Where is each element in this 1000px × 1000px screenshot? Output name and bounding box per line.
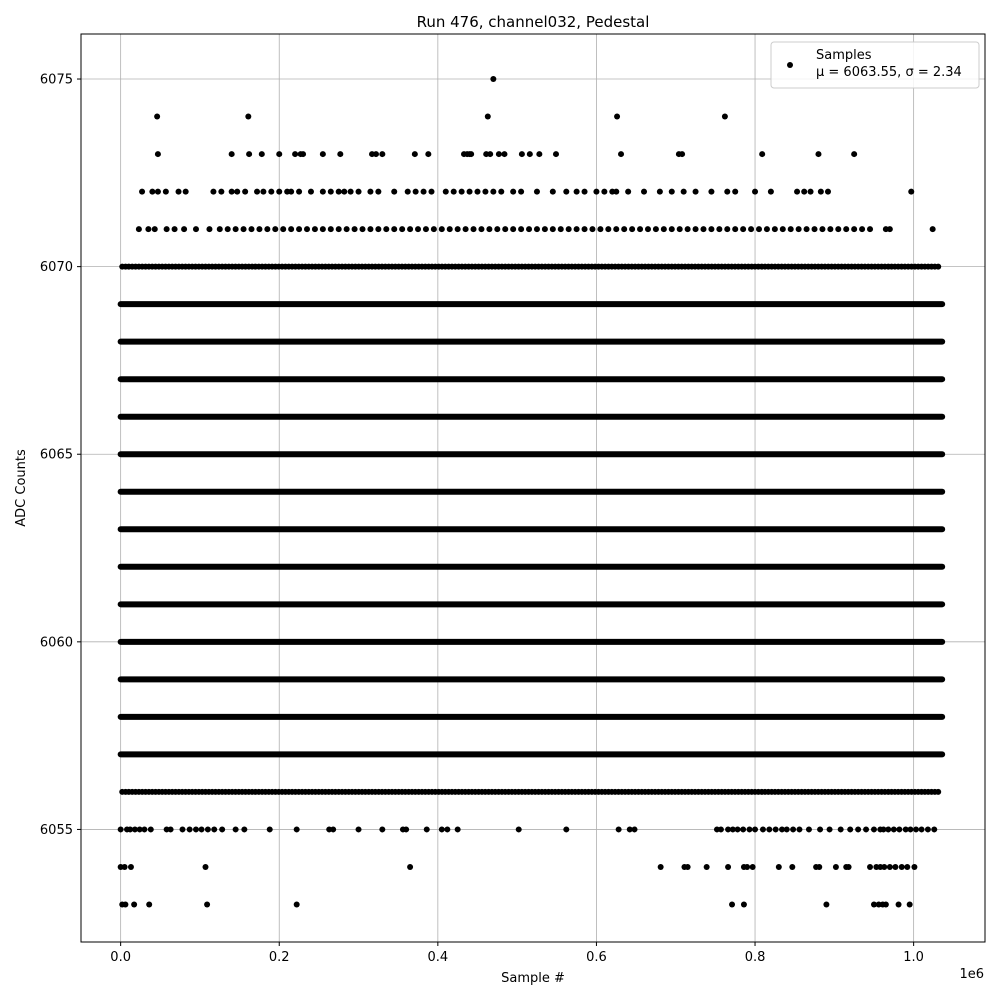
sample-point [527, 151, 533, 157]
sample-point [352, 226, 358, 232]
sample-point [574, 189, 580, 195]
sample-point [288, 189, 294, 195]
sample-point [155, 189, 161, 195]
sample-point [348, 189, 354, 195]
sample-point [843, 226, 849, 232]
sample-point [330, 826, 336, 832]
sample-point [294, 901, 300, 907]
sample-point [804, 226, 810, 232]
sample-point [336, 226, 342, 232]
sample-point [501, 151, 507, 157]
sample-point [148, 826, 154, 832]
sample-point [716, 226, 722, 232]
sample-point [122, 864, 128, 870]
sample-point [118, 826, 124, 832]
sample-point [219, 826, 225, 832]
sample-point [246, 151, 252, 157]
legend-stats-label: μ = 6063.55, σ = 2.34 [816, 65, 962, 80]
sample-point [288, 226, 294, 232]
sample-point [823, 901, 829, 907]
sample-point [764, 226, 770, 232]
sample-point [367, 226, 373, 232]
sample-point [180, 826, 186, 832]
sample-point [292, 151, 298, 157]
sample-point [618, 151, 624, 157]
sample-point [447, 226, 453, 232]
sample-point [320, 226, 326, 232]
sample-point [806, 826, 812, 832]
sample-point [467, 189, 473, 195]
sample-point [168, 826, 174, 832]
sample-point [341, 189, 347, 195]
sample-point [412, 151, 418, 157]
sample-point [542, 226, 548, 232]
sample-point [913, 826, 919, 832]
sample-point [254, 189, 260, 195]
sample-point [729, 901, 735, 907]
sample-point [360, 226, 366, 232]
sample-point [471, 226, 477, 232]
sample-point [494, 226, 500, 232]
sample-point [908, 189, 914, 195]
sample-point [478, 226, 484, 232]
sample-point [732, 226, 738, 232]
sample-point [641, 189, 647, 195]
sample-point [859, 226, 865, 232]
y-tick-label: 6065 [39, 447, 73, 463]
sample-point [267, 826, 273, 832]
sample-point [724, 226, 730, 232]
y-tick-label: 6075 [39, 72, 73, 88]
sample-point [490, 189, 496, 195]
sample-point [308, 189, 314, 195]
sample-point [881, 864, 887, 870]
sample-point [818, 189, 824, 195]
sample-point [930, 226, 936, 232]
sample-point [759, 151, 765, 157]
sample-point [911, 864, 917, 870]
sample-point [815, 151, 821, 157]
sample-point [887, 226, 893, 232]
sample-point [229, 189, 235, 195]
sample-point [851, 151, 857, 157]
sample-point [248, 226, 254, 232]
sample-point [424, 826, 430, 832]
sample-point [146, 901, 152, 907]
sample-point [867, 864, 873, 870]
sample-point [846, 864, 852, 870]
sample-point [833, 864, 839, 870]
sample-point [234, 189, 240, 195]
sample-point [225, 226, 231, 232]
sample-point [405, 189, 411, 195]
sample-point [534, 189, 540, 195]
legend-marker [787, 62, 793, 68]
sample-point [724, 189, 730, 195]
sample-point [614, 114, 620, 120]
sample-point [725, 864, 731, 870]
sample-point [336, 189, 342, 195]
sample-point [415, 226, 421, 232]
y-tick-label: 6055 [39, 822, 73, 838]
sample-point [328, 226, 334, 232]
sample-point [176, 189, 182, 195]
sample-point [907, 826, 913, 832]
sample-point [172, 226, 178, 232]
sample-point [883, 901, 889, 907]
sample-point [463, 226, 469, 232]
sample-point [887, 864, 893, 870]
sample-point [681, 189, 687, 195]
sample-point [827, 226, 833, 232]
sample-point [621, 226, 627, 232]
sample-point [439, 826, 445, 832]
sample-point [657, 189, 663, 195]
sample-point [296, 189, 302, 195]
sample-point [629, 226, 635, 232]
sample-point [752, 826, 758, 832]
sample-point [796, 226, 802, 232]
y-axis-label: ADC Counts [14, 449, 29, 527]
sample-point [760, 826, 766, 832]
sample-point [597, 226, 603, 232]
sample-point [217, 226, 223, 232]
sample-point [149, 189, 155, 195]
sample-point [735, 826, 741, 832]
sample-point [740, 226, 746, 232]
sample-point [744, 864, 750, 870]
sample-point [766, 826, 772, 832]
sample-point [428, 189, 434, 195]
sample-point [516, 826, 522, 832]
sample-point [613, 189, 619, 195]
sample-point [407, 226, 413, 232]
x-axis-label: Sample # [501, 971, 565, 986]
sample-point [304, 226, 310, 232]
sample-point [211, 826, 217, 832]
sample-point [708, 226, 714, 232]
sample-point [935, 264, 941, 270]
sample-point [788, 226, 794, 232]
y-tick-label: 6060 [39, 635, 73, 651]
sample-point [260, 189, 266, 195]
sample-point [498, 189, 504, 195]
sample-point [669, 226, 675, 232]
sample-point [931, 826, 937, 832]
sample-point [518, 226, 524, 232]
sample-point [582, 226, 588, 232]
sample-point [582, 189, 588, 195]
sample-point [819, 226, 825, 232]
sample-point [812, 226, 818, 232]
x-tick-label: 0.2 [268, 950, 290, 965]
sample-point [776, 864, 782, 870]
sample-point [867, 226, 873, 232]
sample-point [885, 826, 891, 832]
sample-point [550, 189, 556, 195]
sample-point [455, 826, 461, 832]
sample-point [510, 189, 516, 195]
x-tick-label: 0.0 [110, 950, 131, 965]
sample-point [391, 226, 397, 232]
sample-point [485, 114, 491, 120]
sample-point [871, 826, 877, 832]
sample-point [750, 864, 756, 870]
sample-point [276, 151, 282, 157]
sample-point [233, 226, 239, 232]
sample-point [455, 226, 461, 232]
sample-point [904, 864, 910, 870]
sample-point [892, 864, 898, 870]
sample-point [296, 226, 302, 232]
sample-point [746, 826, 752, 832]
sample-point [444, 826, 450, 832]
sample-point [439, 226, 445, 232]
sample-point [256, 226, 262, 232]
sample-point [218, 189, 224, 195]
sample-point [653, 226, 659, 232]
sample-point [605, 226, 611, 232]
sample-point [536, 151, 542, 157]
sample-point [550, 226, 556, 232]
sample-point [155, 151, 161, 157]
sample-point [145, 226, 151, 232]
sample-point [486, 226, 492, 232]
sample-point [566, 226, 572, 232]
sample-point [241, 826, 247, 832]
sample-point [784, 826, 790, 832]
sample-point [919, 826, 925, 832]
sample-point [601, 189, 607, 195]
chart-title: Run 476, channel032, Pedestal [416, 13, 650, 31]
sample-point [379, 151, 385, 157]
sample-point [141, 826, 147, 832]
sample-point [128, 864, 134, 870]
sample-point [312, 226, 318, 232]
sample-point [210, 189, 216, 195]
sample-point [519, 151, 525, 157]
sample-point [700, 226, 706, 232]
sample-point [518, 189, 524, 195]
sample-point [935, 789, 941, 795]
sample-point [199, 826, 205, 832]
sample-point [773, 826, 779, 832]
sample-point [407, 864, 413, 870]
sample-point [268, 189, 274, 195]
sample-point [899, 864, 905, 870]
y-tick-label: 6070 [39, 260, 73, 276]
sample-point [553, 151, 559, 157]
sample-point [752, 189, 758, 195]
sample-point [685, 864, 691, 870]
sample-point [187, 826, 193, 832]
sample-point [356, 189, 362, 195]
sample-point [925, 826, 931, 832]
sample-point [574, 226, 580, 232]
sample-point [847, 826, 853, 832]
sample-point [139, 189, 145, 195]
sample-point [242, 189, 248, 195]
sample-point [443, 189, 449, 195]
sample-point [817, 826, 823, 832]
sample-point [756, 226, 762, 232]
sample-point [245, 114, 251, 120]
sample-point [794, 189, 800, 195]
sample-point [741, 901, 747, 907]
sample-point [294, 826, 300, 832]
sample-point [589, 226, 595, 232]
sample-point [789, 864, 795, 870]
sample-point [413, 189, 419, 195]
sample-point [632, 826, 638, 832]
legend-series-label: Samples [816, 48, 872, 63]
sample-point [164, 226, 170, 232]
sample-point [468, 151, 474, 157]
sample-point [300, 151, 306, 157]
sample-point [838, 826, 844, 832]
sample-point [320, 151, 326, 157]
sample-point [855, 826, 861, 832]
sample-point [490, 76, 496, 82]
sample-point [637, 226, 643, 232]
sample-point [375, 189, 381, 195]
sample-point [827, 826, 833, 832]
sample-point [896, 826, 902, 832]
sample-point [259, 151, 265, 157]
sample-point [768, 189, 774, 195]
sample-point [645, 226, 651, 232]
sample-point [496, 151, 502, 157]
sample-point [241, 226, 247, 232]
x-axis-offset-label: 1e6 [959, 967, 984, 982]
sample-point [801, 189, 807, 195]
sample-point [375, 226, 381, 232]
x-tick-label: 0.8 [744, 950, 766, 965]
sample-point [193, 226, 199, 232]
sample-point [510, 226, 516, 232]
sample-point [379, 826, 385, 832]
sample-point [685, 226, 691, 232]
sample-point [658, 864, 664, 870]
sample-point [264, 226, 270, 232]
sample-point [708, 189, 714, 195]
sample-point [816, 864, 822, 870]
sample-point [391, 189, 397, 195]
sample-point [891, 826, 897, 832]
sample-point [704, 864, 710, 870]
sample-point [563, 826, 569, 832]
sample-point [320, 189, 326, 195]
sample-point [154, 114, 160, 120]
sample-point [202, 864, 208, 870]
sample-point [403, 826, 409, 832]
sample-point [679, 151, 685, 157]
sample-point [613, 226, 619, 232]
sample-point [482, 189, 488, 195]
sample-point [425, 151, 431, 157]
sample-point [474, 189, 480, 195]
sample-point [825, 189, 831, 195]
sample-point [229, 151, 235, 157]
sample-point [487, 151, 493, 157]
sample-point [152, 226, 158, 232]
sample-point [907, 901, 913, 907]
sample-point [423, 226, 429, 232]
sample-point [451, 189, 457, 195]
sample-point [748, 226, 754, 232]
sample-point [276, 189, 282, 195]
sample-point [558, 226, 564, 232]
sample-point [131, 901, 137, 907]
legend [771, 42, 979, 88]
sample-point [233, 826, 239, 832]
sample-point [272, 226, 278, 232]
sample-point [421, 189, 427, 195]
sample-point [722, 114, 728, 120]
sample-point [780, 226, 786, 232]
sample-point [344, 226, 350, 232]
sample-point [356, 826, 362, 832]
sample-point [740, 826, 746, 832]
sample-point [193, 826, 199, 832]
sample-point [616, 826, 622, 832]
sample-point [399, 226, 405, 232]
sample-point [625, 189, 631, 195]
sample-point [732, 189, 738, 195]
sample-point [181, 226, 187, 232]
sample-point [122, 901, 128, 907]
sample-point [534, 226, 540, 232]
sample-point [383, 226, 389, 232]
sample-point [431, 226, 437, 232]
x-tick-label: 1.0 [903, 950, 924, 965]
sample-point [563, 189, 569, 195]
sample-point [677, 226, 683, 232]
sample-point [896, 901, 902, 907]
sample-point [183, 189, 189, 195]
sample-point [163, 189, 169, 195]
sample-point [367, 189, 373, 195]
sample-point [796, 826, 802, 832]
sample-point [863, 826, 869, 832]
sample-point [136, 226, 142, 232]
sample-point [661, 226, 667, 232]
sample-point [772, 226, 778, 232]
sample-point [328, 189, 334, 195]
x-tick-label: 0.4 [427, 950, 449, 965]
sample-point [808, 189, 814, 195]
sample-point [669, 189, 675, 195]
sample-point [204, 901, 210, 907]
x-tick-label: 0.6 [586, 950, 607, 965]
sample-point [459, 189, 465, 195]
sample-point [280, 226, 286, 232]
sample-point [206, 226, 212, 232]
sample-point [851, 226, 857, 232]
sample-point [205, 826, 211, 832]
sample-point [790, 826, 796, 832]
sample-point [835, 226, 841, 232]
sample-point [373, 151, 379, 157]
sample-point [526, 226, 532, 232]
sample-point [693, 226, 699, 232]
sample-point [337, 151, 343, 157]
sample-point [502, 226, 508, 232]
sample-point [593, 189, 599, 195]
sample-point [718, 826, 724, 832]
sample-point [693, 189, 699, 195]
